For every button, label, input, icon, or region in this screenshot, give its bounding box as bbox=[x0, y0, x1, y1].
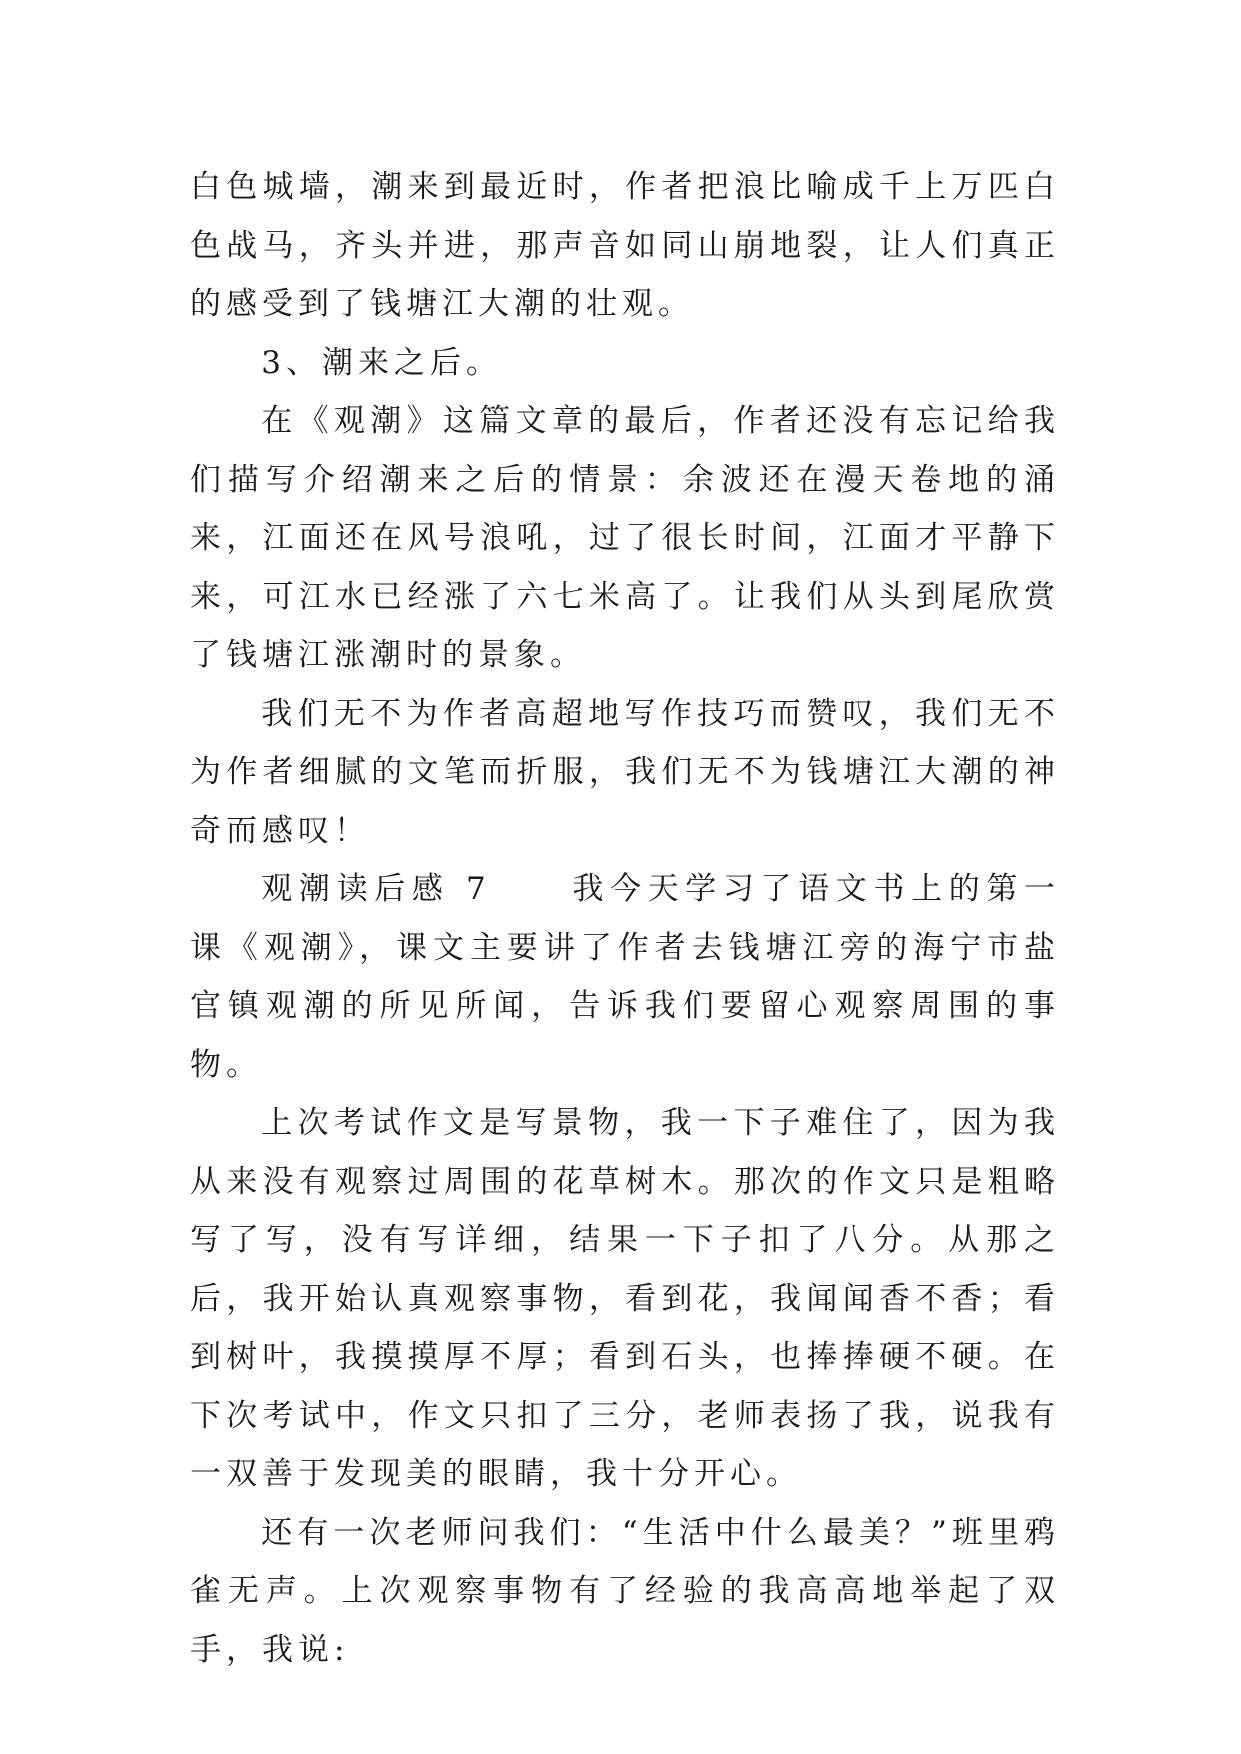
paragraph-2: 3、潮来之后。 bbox=[261, 344, 503, 381]
paragraph-1: 白色城墙，潮来到最近时，作者把浪比喻成千上万匹白色战马，齐头并进，那声音如同山崩地裂，让人们真正的感受到了钱塘江大潮的壮观。 bbox=[190, 169, 1060, 322]
paragraph-7: 还有一次老师问我们：“生活中什么最美？”班里鸦雀无声。上次观察事物有了经验的我高高地举起了双手，我说: bbox=[190, 1514, 1060, 1668]
paragraph-6: 上次考试作文是写景物，我一下子难住了，因为我从来没有观察过周围的花草树木。那次的作文只是粗略写了写，没有写详细，结果一下子扣了八分。从那之后，我开始认真观察事物，看到花，我闻闻香不香；看到树叶，我摸摸厚不厚；看到石头，也捧捧硬不硬。在下次考试中，作文只扣了三分，老师表扬了我，说我有一双善于发现美的眼睛，我十分开心。 bbox=[190, 1105, 1060, 1492]
paragraph-5 bbox=[190, 860, 1060, 1094]
section-heading: 观潮读后感 7 bbox=[261, 871, 491, 907]
paragraph-5-text: 我今天学习了语文书上的第一课《观潮》，课文主要讲了作者去钱塘江旁的海宁市盐官镇观潮的所见所闻，告诉我们要留心观察周围的事物。 bbox=[190, 871, 1060, 1083]
document-body bbox=[190, 158, 1060, 1679]
paragraph-3: 在《观潮》这篇文章的最后，作者还没有忘记给我们描写介绍潮来之后的情景：余波还在漫天卷地的涌来，江面还在风号浪吼，过了很长时间，江面才平静下来，可江水已经涨了六七米高了。让我们从头到尾欣赏了钱塘江涨潮时的景象。 bbox=[190, 403, 1060, 673]
paragraph-4: 我们无不为作者高超地写作技巧而赞叹，我们无不为作者细腻的文笔而折服，我们无不为钱塘江大潮的神奇而感叹！ bbox=[190, 695, 1060, 849]
